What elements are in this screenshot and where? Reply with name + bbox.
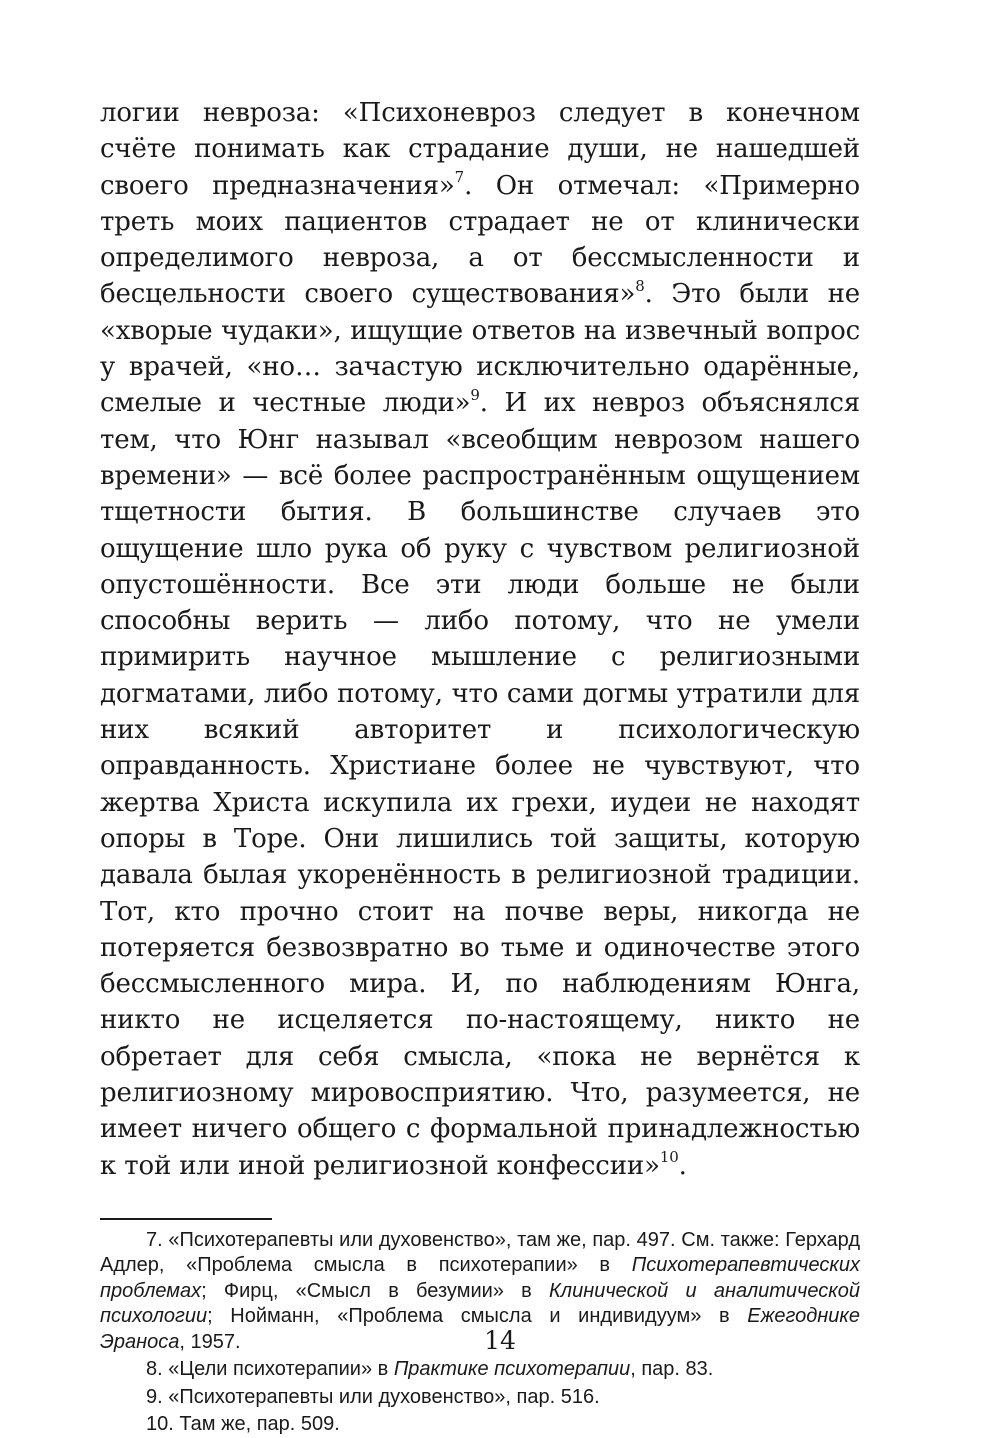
text-segment: . Он отмечал: «Примерно треть моих пациентов страдает не от клинически определимого невроза, а от бессмысленности и бесцельности своего существования» (100, 170, 860, 310)
footnote-text: ; Нойманн, «Проблема смысла и индивидуум» в (207, 1305, 748, 1328)
footnote-ref-10[interactable]: 10 (659, 1147, 679, 1166)
footnote-ref-8[interactable]: 8 (635, 276, 645, 295)
footnote-text: ; Фирц, «Смысл в безумии» в (201, 1279, 549, 1302)
footnote-text: 7. «Психотерапевты или духовенство», там же, пар. 497. См. также: Герхард Адлер, «Проблема смысла в психотерапии» в (100, 1228, 860, 1277)
page-number: 14 (484, 1326, 516, 1355)
footnote-ref-7[interactable]: 7 (454, 167, 465, 186)
footnote-title: Ежегоднике Эраноса (100, 1305, 860, 1353)
page-content (100, 95, 860, 1438)
main-paragraph (100, 95, 860, 1184)
text-segment: . (678, 1150, 687, 1181)
footnote-text: 8. «Цели психотерапии» в (146, 1358, 394, 1381)
footnote-title: Клинической и аналитической психологии (100, 1279, 860, 1328)
footnote-ref-9[interactable]: 9 (470, 385, 480, 404)
text-segment: . И их невроз объяснялся тем, что Юнг называл «всеобщим неврозом нашего времени» — всё более распространённым ощущением тщетности бытия. В большинстве случаев это ощущение шло рука об руку с чувством религиозной опустошённости. Все эти люди больше не были способны верить — либо потому, что не умели примирить научное мышление с религиозными догматами, либо потому, что сами догмы утратили для них всякий авторитет и психологическую оправданность. Христиане более не чувствуют, что жертва Христа искупила их грехи, иудеи не находят опоры в Торе. Они лишились той защиты, которую давала былая укоренённость в религиозной традиции. Тот, кто прочно стоит на почве веры, никогда не потеряется безвозвратно во тьме и одиночестве этого бессмысленного мира. И, по наблюдениям Юнга, никто не исцеляется по-настоящему, никто не обретает для себя смысла, «пока не вернётся к религиозному мировосприятию. Что, разумеется, не имеет ничего общего с формальной принадлежностью к той или иной религиозной конфессии» (100, 388, 860, 1181)
footnote-title: Практике психотерапии (393, 1358, 631, 1381)
text-segment: . Это были не «хворые чудаки», ищущие ответов на извечный вопрос у врачей, «но… зачастую исключительно одарённые, смелые и честные люди» (100, 279, 860, 419)
footnote-10: 10. Там же, пар. 509. (146, 1413, 340, 1436)
footnote-text: , 1957. (179, 1330, 241, 1353)
footnote-text: , пар. 83. (630, 1358, 714, 1381)
text-segment: логии невроза: «Психоневроз следует в конечном счёте понимать как страдание души, не нашедшей своего предназначения» (100, 98, 860, 201)
footnote-title: Психотерапевтических проблемах (100, 1254, 860, 1302)
footnote-divider (100, 1218, 272, 1220)
footnote-9: 9. «Психотерапевты или духовенство», пар. 516. (146, 1385, 600, 1408)
footnote-8 (100, 1357, 860, 1383)
